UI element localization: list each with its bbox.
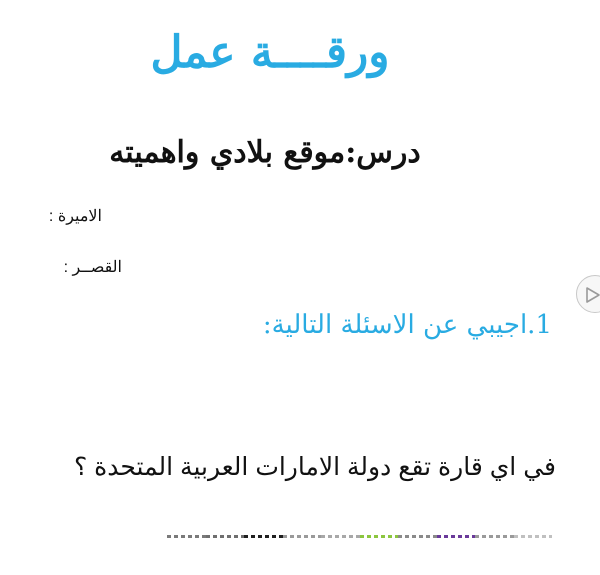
answer-line-segment <box>321 535 360 538</box>
worksheet-title: ورقــــة عمل <box>150 27 390 78</box>
play-arrow-icon <box>585 286 600 304</box>
lesson-title: درس:موقع بلادي واهميته <box>109 135 421 170</box>
princess-field-label: الاميرة : <box>48 208 102 225</box>
question-text: في اي قارة تقع دولة الامارات العربية المتحدة ؟ <box>73 453 556 481</box>
answer-line-segment <box>283 535 322 538</box>
answer-line-segment <box>206 535 245 538</box>
answer-line-segment <box>360 535 399 538</box>
question-heading: 1.اجيبي عن الاسئلة التالية: <box>262 310 552 340</box>
next-arrow-button[interactable] <box>576 275 600 313</box>
palace-field-label: القصــر : <box>63 259 122 276</box>
answer-line-segment <box>398 535 437 538</box>
answer-line-segment <box>514 535 553 538</box>
answer-line-segment <box>475 535 514 538</box>
answer-line[interactable] <box>167 535 552 538</box>
answer-line-segment <box>437 535 476 538</box>
answer-line-segment <box>167 535 206 538</box>
answer-line-segment <box>244 535 283 538</box>
